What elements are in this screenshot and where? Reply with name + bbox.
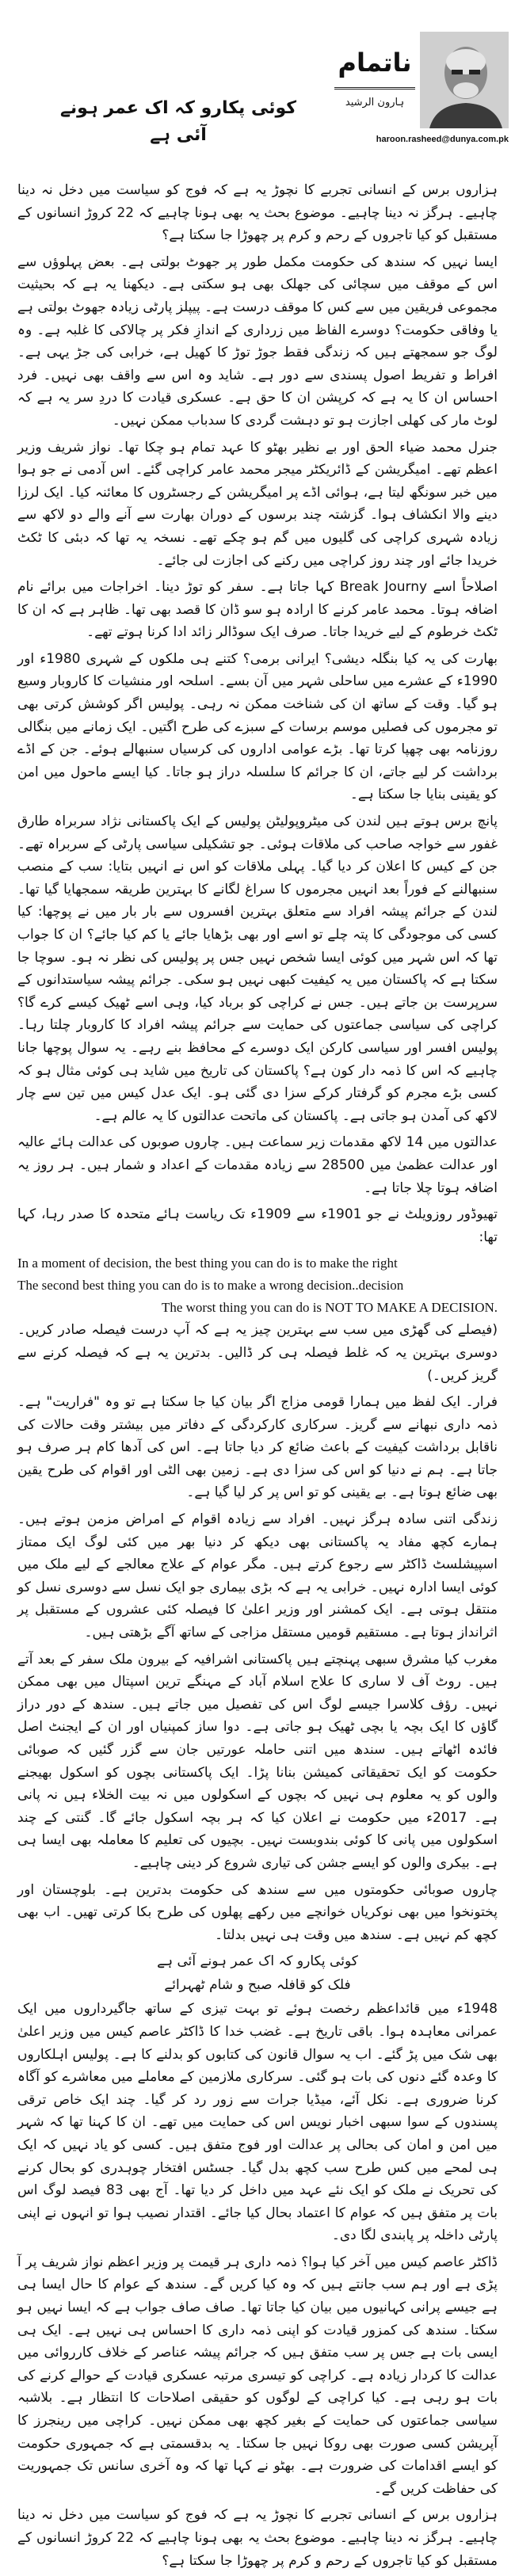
paragraph-8: تھیوڈور روزویلٹ نے جو 1901ء سے 1909ء تک ریاست ہائے متحدہ کا صدر رہا، کہا تھا: [17,1206,498,1245]
paragraph-10: فرار۔ ایک لفظ میں ہمارا قومی مزاج اگر بیان کیا جا سکتا ہے تو وہ "فراریت" ہے۔ ذمہ داری نبھانے سے گریز۔ سرکاری کارکردگی کے دفاتر میں بیشتر وقت حالات کی ناقابل برداشت کیفیت کے باعث ضائع کر دیا جاتا ہے۔ اس کی آدھا کام ہر صرف ہو جاتا ہے۔ ہم نے دنیا کو اس کی سزا دی ہے۔ زمین بھی الٹی اور اقوام کی طرح یقین بھی ضائع ہوتا ہے۔ بے یقینی کو تو اس پر کر لیا گیا ہے۔ [17,1394,498,1501]
paragraph-4: اصلاحاً اسے Break Journy کہا جاتا ہے۔ سفر کو توڑ دینا۔ اخراجات میں برائے نام اضافہ ہوتا۔ محمد عامر کرنے کا ارادہ ہو سو ڈان کا قصد بھی تھا۔ ظاہر ہے کہ ان کا ٹکٹ خرطوم کے لیے خریدا جاتا۔ صرف ایک سوڈالر زائد ادا کرنا ہوتے تھے۔ [17,579,498,641]
column-headline: کوئی پکارو کہ اک عمر ہونے آئی ہے [59,98,297,145]
paragraph-7: عدالتوں میں 14 لاکھ مقدمات زیر سماعت ہیں۔ چاروں صوبوں کی عدالت ہائے عالیہ اور عدالت عظمیٰ میں 28500 سے زیادہ مقدمات کے اعداد و شمار ہیں۔ ہر روز یہ اضافہ ہوتا چلا جاتا ہے۔ [17,1134,498,1196]
paragraph-3: جنرل محمد ضیاء الحق اور بے نظیر بھٹو کا عہد تمام ہو چکا تھا۔ نواز شریف وزیر اعظم تھے۔ امیگریشن کے ڈائریکٹر میجر محمد عامر کراچی گئے۔ اس آدمی نے جو ہوا میں خبر سونگھ لیتا ہے، ہوائی اڈے پر امیگریشن کے رجسٹروں کا معائنہ کیا۔ ایک لرزا دینے والا انکشاف ہوا۔ گزشتہ چند برسوں کے دوران بھارت سے آنے والے دو لاکھ سے زیادہ شہری کراچی کی گلیوں میں گم ہو چکے تھے۔ نسخہ یہ تھا کہ دبئی کا ٹکٹ خریدا جائے اور چند روز کراچی میں رکنے کی اجازت لی جائے۔ [17,439,498,569]
paragraph-13: چاروں صوبائی حکومتوں میں سے سندھ کی حکومت بدترین ہے۔ بلوچستان اور پختونخوا میں بھی نوکریاں خوانچے میں رکھے پھلوں کی طرح بکا کرتی تھیں۔ اب بھی کچھ کم نہیں ہے۔ سندھ میں وقت ہی نہیں بدلتا۔ [17,1881,498,1943]
author-name: ہارون الرشید [345,97,405,109]
paragraph-9: (فیصلے کی گھڑی میں سب سے بہترین چیز یہ ہے کہ آپ درست فیصلہ صادر کریں۔ دوسری بہترین یہ کہ غلط فیصلہ ہی کر ڈالیں۔ بدترین یہ ہے کہ فیصلہ کرنے سے گریز کریں۔) [17,1322,498,1384]
paragraph-1: ہزاروں برس کے انسانی تجربے کا نچوڑ یہ ہے کہ فوج کو سیاست میں دخل نہ دینا چاہیے۔ ہرگز نہ دینا چاہیے۔ موضوع بحث یہ بھی ہونا چاہیے کہ 22 کروڑ انسانوں کے مستقبل کو کیا تاجروں کے رحم و کرم پر چھوڑا جا سکتا ہے؟ [17,182,498,244]
column-name: ناتمام [338,48,412,78]
paragraph-2: ایسا نہیں کہ سندھ کی حکومت مکمل طور پر جھوٹ بولتی ہے۔ بعض پہلوؤں سے اس کے موقف میں سچائی کی جھلک بھی ہو سکتی ہے۔ دیکھنا یہ ہے کہ بحیثیت مجموعی فریقین میں سے کس کا موقف درست ہے۔ پیپلز پارٹی زیادہ جھوٹ بولتی ہے یا وفاقی حکومت؟ دوسرے الفاظ میں زرداری کے اندازِ فکر پر چالاکی کا غلبہ ہے۔ وہ لوگ جو سمجھتے ہیں کہ زندگی فقط جوڑ توڑ کا کھیل ہے، خرابی کی جڑ یہی ہے۔ افراط و تفریط اصول پسندی سے دور ہے۔ شاید وہ اس سے واقف بھی نہیں۔ فرد احساس ان کا یہ ہے کہ کرپشن ان کا حق ہے۔ عسکری قیادت کا دردِ سر یہ ہے کہ لوٹ مار کی کھلی اجازت ہو تو دہشت گردی کا سدباب ممکن نہیں۔ [17,253,498,429]
author-photo [420,32,509,128]
article-body [17,179,498,2576]
column-header [0,0,515,178]
paragraph-16: ہزاروں برس کے انسانی تجربے کا نچوڑ یہ ہے کہ فوج کو سیاست میں دخل نہ دینا چاہیے۔ ہرگز نہ دینا چاہیے۔ موضوع بحث یہ بھی ہونا چاہیے کہ 22 کروڑ انسانوں کے مستقبل کو کیا تاجروں کے رحم و کرم پر چھوڑا جا سکتا ہے؟ [17,2507,498,2569]
paragraph-12: مغرب کیا مشرق سبھی پہنچتے ہیں پاکستانی اشرافیہ کے بیرون ملک سفر کے بعد آتے ہیں۔ روٹ آف لا ساری کا علاج اسلام آباد کے مہنگے ترین اسپتال میں بھی ممکن نہیں۔ رؤف کلاسرا جیسے لوگ اس کی تفصیل میں جاتے ہیں۔ سندھ کے دور دراز گاؤں کا ایک بچہ یا بچی ٹھیک ہو جاتی ہے۔ دوا ساز کمپنیاں اور ان کے ایجنٹ اصل فائدہ اٹھاتے ہیں۔ سندھ میں اتنی حاملہ عورتیں جان سے گزر گئیں کہ صوبائی حکومت کو ایک تحقیقاتی کمیشن بنانا پڑا۔ ایک پاکستانی بچوں کو اسکول بھیجنے والوں کو یہ معلوم ہی نہیں کہ بچوں کے اسکولوں میں نہ بیت الخلاء ہیں نہ پانی ہے۔ 2017ء میں حکومت نے اعلان کیا کہ ہر بچہ اسکول جائے گا۔ گنتی کے چند اسکولوں میں پانی کا کوئی بندوبست نہیں۔ بچیوں کی تعلیم کا معاملہ بھی ایسا ہی ہے۔ بیکری والوں کو ایسے جشن کی تیاری شروع کر دینی چاہیے۔ [17,1651,498,1871]
english-quote-line-2: The second best thing you can do is to make a wrong decision..decision [17,1278,404,1294]
verse-line-2: فلک کو قافلہ صبح و شام ٹھہرائے [164,1977,351,1994]
paragraph-14: 1948ء میں قائداعظم رخصت ہوئے تو بہت تیزی کے ساتھ جاگیرداروں میں ایک عمرانی معاہدہ ہوا۔ باقی تاریخ ہے۔ غضب خدا کا ڈاکٹر عاصم کیس میں وزیر اعلیٰ بھی شک میں پڑ گئے۔ اب یہ سوال قانون کی کتابوں کو بدلنے کا ہے۔ پولیس اہلکاروں کا وعدہ گئے دنوں کی بات ہو گئی۔ سرکاری ملازمین کے معاملے میں معاشرے کو آگاہ کرنا ضروری ہے۔ نکل آئے، میڈیا جرات سے زور رد کر گیا۔ چند ایک خاص ترقی پسندوں کے سوا سبھی اخبار نویس اس کی حمایت میں تھے۔ ان کا کہنا تھا کہ شہر میں امن و امان کی بحالی پر عدالت اور فوج متفق ہیں۔ کسی کو یاد نہیں کہ ایک ہی لمحے میں کس طرح سب کچھ بدل گیا۔ جسٹس افتخار چوہدری کو بحال کرنے کی تحریک نے ملک کو ایک نئے عہد میں داخل کر دیا تھا۔ آج بھی 83 فیصد لوگ اس بات پر متفق ہیں کہ عوام کا اعتماد بحال کیا جائے۔ اقتدار نصیب ہوا تو انہوں نے اپنی پارٹی داخلہ پر پابندی لگا دی۔ [17,2001,498,2244]
verse-line-1: کوئی پکارو کہ اک عمر ہونے آئی ہے [157,1953,358,1970]
english-quote-line-3: The worst thing you can do is NOT TO MAKE A DECISION. [161,1300,498,1316]
paragraph-11: زندگی اتنی سادہ ہرگز نہیں۔ افراد سے زیادہ اقوام کے امراض مزمن ہوتے ہیں۔ ہمارے کچھ مفاد یہ پاکستانی بھی دیکھ کر دنیا بھر میں کئی لوگ ایک ممتاز اسپیشلسٹ ڈاکٹر سے رجوع کرتے ہیں۔ مگر عوام کے علاج معالجے کے لیے ملک میں کوئی ایسا ادارہ نہیں۔ خرابی یہ ہے کہ بڑی بیماری جو ایک نسل سے دوسری نسل کو منتقل ہوتی ہے۔ ایک کمشنر اور وزیر اعلیٰ کا فیصلہ کئی عشروں کے مستقبل پر اثرانداز ہوتا ہے۔ مستقیم قومیں مستقل مزاجی کے ساتھ آگے بڑھتی ہیں۔ [17,1511,498,1641]
paragraph-5: بھارت کی یہ کیا بنگلہ دیشی؟ ایرانی برمی؟ کتنے ہی ملکوں کے شہری 1980ء اور 1990ء کے عشرے میں ساحلی شہر میں آن بسے۔ اسلحہ اور منشیات کا کاروبار وسیع ہو گیا۔ وقت کے ساتھ ان کی شناخت ممکن نہ رہی۔ پولیس اگر کوشش کرتی بھی تو مجرموں کی فصلیں موسم برسات کے سبزے کی طرح اگتیں۔ ایک زمانے میں بنگالی روزنامہ بھی چھپا کرتا تھا۔ بڑے عوامی اداروں کی کرسیاں سنبھالے ہوئے۔ جن کے اڈے برداشت کر لیے جاتے، ان کا جرائم کا سلسلہ دراز ہو جاتا۔ کیا ایسے ماحول میں امن کو یقینی بنایا جا سکتا ہے۔ [17,650,498,803]
paragraph-15: ڈاکٹر عاصم کیس میں آخر کیا ہوا؟ ذمہ داری ہر قیمت پر وزیر اعظم نواز شریف پر آ پڑی ہے اور ہم سب جانتے ہیں کہ وہ کیا کریں گے۔ سندھ کے عوام کا حال ایسا ہی ہے جیسے پرانی کہانیوں میں بیان کیا جاتا تھا۔ صاف صاف جواب ہے کہ ایسا نہیں ہو سکتا۔ سندھ کی کمزور قیادت کو اپنی ذمہ داری کا احساس ہی نہیں ہے۔ ایک ہی ایسی بات ہے جس پر سب متفق ہیں کہ جرائم پیشہ عناصر کے خلاف کارروائی میں عدالت کا کردار زیادہ ہے۔ کراچی کو تیسری مرتبہ عسکری قیادت کے حوالے کرنے کی بات ہو رہی ہے۔ کیا کراچی کے لوگوں کو حقیقی اصلاحات کا انتظار ہے۔ بلاشبہ سیاسی جماعتوں کی حمایت کے بغیر کچھ بھی ممکن نہیں۔ کراچی میں رینجرز کا آپریشن کسی صورت بھی روکا نہیں جا سکتا۔ یہ بدقسمتی ہے کہ جمہوری حکومت کو ایسے اقدامات کی ضرورت ہے۔ بھٹو نے کہا تھا کہ وہ آخری سانس تک جمہوریت کی حفاظت کریں گے۔ [17,2254,498,2497]
author-portrait-icon [420,32,509,128]
english-quote-line-1: In a moment of decision, the best thing you can do is to make the right [17,1256,398,1271]
author-email[interactable]: haroon.rasheed@dunya.com.pk [376,135,509,144]
paragraph-6: پانچ برس ہوتے ہیں لندن کی میٹروپولیٹن پولیس کے ایک پاکستانی نژاد سربراہ طارق غفور سے خواجہ صاحب کی ملاقات ہوئی۔ جو تشکیلی سیاسی پارٹی کے سربراہ تھے۔ جن کے کیس کا اعلان کر دیا گیا۔ پہلی ملاقات کو اس نے انہیں بتایا: سب کے منصب سنبھالنے کے فوراً بعد انہیں مجرموں کا سراغ لگانے کا بہترین طریقہ سمجھایا گیا تھا۔ لندن کے جرائم پیشہ افراد سے متعلق بہترین افسروں سے بار بار میں نے پوچھا: کیا کسی کی موجودگی کا پتہ چلے تو اسے اور بھی بڑھایا جائے یا کم کیا جائے؟ ان کا جواب تھا کہ اس شہر میں کوئی ایسا شخص نہیں جس پر پولیس کی نظر نہ ہو۔ سوچا جا سکتا ہے کہ پاکستان میں یہ کیفیت کبھی نہیں ہو سکی۔ جرائم پیشہ سیاستدانوں کے سرپرست بن جاتے ہیں۔ جس نے کراچی کو برباد کیا، وہی اسے ٹھیک کیسے کرے گا؟ کراچی کی سیاسی جماعتوں کی حمایت سے جرائم پیشہ افراد کا کاروبار چلتا رہا۔ پولیس افسر اور سیاسی کارکن ایک دوسرے کے محافظ بنے رہے۔ یہ سوال پوچھا جانا چاہیے کہ اس کا ذمہ دار کون ہے؟ پاکستان کی تاریخ میں شاید ہی کوئی مثال ہو کہ کسی بڑے مجرم کو گرفتار کرکے سزا دی گئی ہو۔ ایک عدل کیس میں تین سے چار لاکھ کی آمدن ہو جاتی ہے۔ پاکستان کی ماتحت عدالتوں کا یہ عالم ہے۔ [17,814,498,1124]
masthead-divider [334,87,415,90]
